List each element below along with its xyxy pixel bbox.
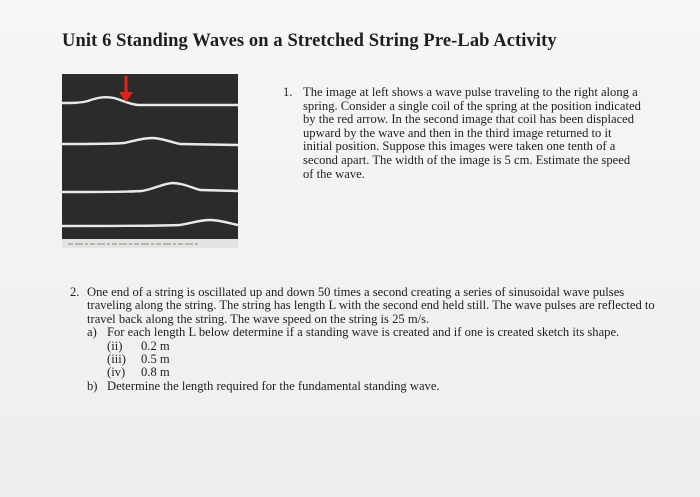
question-2 (70, 286, 660, 393)
list-item-number: (iii) (107, 352, 126, 367)
question-2b-label: b) (87, 378, 98, 393)
list-item (107, 353, 660, 366)
question-2b (87, 380, 660, 393)
list-item-value: 0.8 m (141, 365, 170, 380)
question-2a-text: For each length L below determine if a standing wave is created and if one is created sketch its shape. (107, 325, 620, 340)
length-list (107, 340, 660, 380)
list-item (107, 366, 660, 379)
list-item (107, 340, 660, 353)
wave-pulse-image (62, 74, 238, 248)
question-1-text: The image at left shows a wave pulse traveling to the right along a spring. Consider a single coil of the spring at the position indicated by the red arrow. In the second image that coil has been displaced upward by the wave and then in the third image returned to it initial position. Suppose this images were taken one tenth of a second apart. The width of the image is 5 cm. Estimate the speed of the wave. (303, 85, 641, 181)
question-2b-text: Determine the length required for the fundamental standing wave. (107, 378, 440, 393)
question-2-text: One end of a string is oscillated up and down 50 times a second creating a series of sinusoidal wave pulses traveling along the string. The string has length L with the second end held still. The wave pulses are reflected to travel back along the string. The wave speed on the string is 25 m/s. (87, 285, 655, 326)
question-2a (87, 326, 660, 380)
question-1-number: 1. (283, 85, 293, 99)
question-2a-label: a) (87, 325, 97, 340)
list-item-value: 0.5 m (141, 352, 170, 367)
question-1 (283, 86, 643, 181)
question-2-number: 2. (70, 285, 80, 299)
list-item-number: (ii) (107, 338, 123, 353)
list-item-value: 0.2 m (141, 338, 170, 353)
list-item-number: (iv) (107, 365, 126, 380)
wave-pulse-figure (62, 74, 238, 248)
page-title: Unit 6 Standing Waves on a Stretched String Pre-Lab Activity (62, 31, 557, 51)
figure-background (62, 74, 238, 239)
figure-caption-strip (62, 239, 238, 248)
